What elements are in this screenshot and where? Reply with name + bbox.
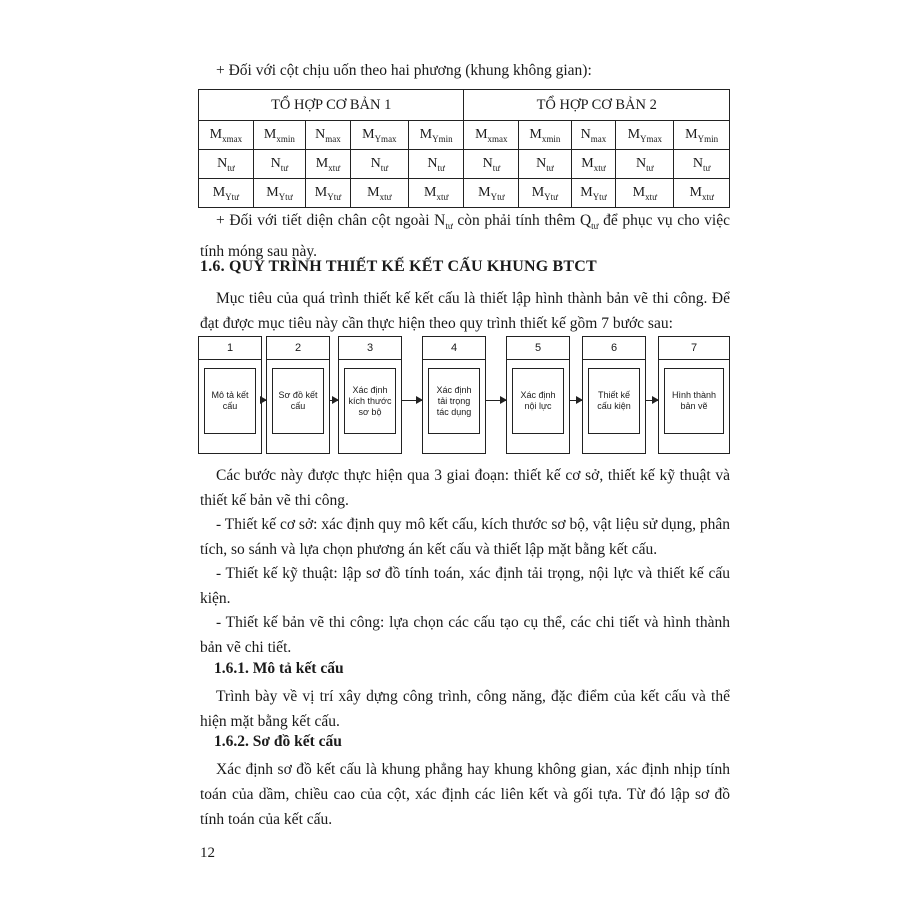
cell-symbol: M <box>529 126 542 142</box>
step-label: Xác định kích thước sơ bộ <box>344 368 396 434</box>
table-cell <box>571 121 616 150</box>
flow-step-4 <box>422 336 486 454</box>
cell-symbol: M <box>632 184 646 200</box>
table-row <box>199 121 730 150</box>
page-number: 12 <box>200 845 215 861</box>
cell-symbol: M <box>209 126 223 142</box>
cell-symbol: M <box>685 126 698 142</box>
table-cell <box>464 179 519 208</box>
table-cell <box>350 150 408 179</box>
cell-subscript: tư <box>380 162 389 173</box>
table-cell <box>199 179 254 208</box>
cell-subscript: Ytư <box>327 191 342 202</box>
step-number: 1 <box>199 337 261 360</box>
cell-subscript: xtư <box>645 191 657 202</box>
flow-step-5 <box>506 336 570 454</box>
cell-symbol: N <box>217 155 228 171</box>
cell-symbol: N <box>636 155 647 171</box>
step-label: Mô tả kết cấu <box>204 368 256 434</box>
cell-symbol: M <box>266 184 279 200</box>
table-cell <box>408 150 464 179</box>
table-cell <box>616 150 674 179</box>
cell-symbol: M <box>423 184 437 200</box>
cell-subscript: tư <box>703 162 711 173</box>
table-cell <box>674 150 730 179</box>
step-label: Xác định nội lực <box>512 368 564 434</box>
cell-subscript: tư <box>437 162 445 173</box>
group1-header: TỔ HỢP CƠ BẢN 1 <box>199 90 464 121</box>
cell-subscript: max <box>590 133 607 144</box>
flow-step-1 <box>198 336 262 454</box>
table-cell <box>306 121 351 150</box>
table-row <box>199 150 730 179</box>
step-number: 6 <box>583 337 645 360</box>
cell-symbol: N <box>482 155 493 171</box>
cell-subscript: xmax <box>487 133 508 144</box>
cell-symbol: N <box>270 155 281 171</box>
cell-symbol: N <box>427 155 438 171</box>
step-number: 3 <box>339 337 401 360</box>
cell-subscript: xmin <box>276 133 295 144</box>
cell-symbol: M <box>419 126 433 142</box>
cell-subscript: xtư <box>701 191 714 202</box>
cell-subscript: Ymin <box>432 133 453 144</box>
stage-1-text: - Thiết kế cơ sở: xác định quy mô kết cấu, kích thước sơ bộ, vật liệu sử dụng, phân tích, so sánh và lựa chọn phương án kết cấu và thiết lập mặt bằng kết cấu. <box>200 516 730 558</box>
step-number: 2 <box>267 337 329 360</box>
table-cell <box>519 121 571 150</box>
table-cell <box>519 150 571 179</box>
step-number: 7 <box>659 337 729 360</box>
flow-arrow-icon <box>329 400 338 401</box>
cell-symbol: N <box>315 126 326 142</box>
flow-arrow-icon <box>401 400 422 401</box>
cell-symbol: M <box>478 184 491 200</box>
cell-subscript: tư <box>227 162 235 173</box>
cell-subscript: xtư <box>379 191 392 202</box>
subsection-1-text: Trình bày về vị trí xây dựng công trình, công năng, đặc điểm của kết cấu và thể hiện mặt bằng kết cấu. <box>200 688 730 730</box>
cell-symbol: M <box>263 126 277 142</box>
combination-table <box>198 89 730 208</box>
table-cell <box>253 121 305 150</box>
table-cell <box>350 179 408 208</box>
cell-subscript: xmax <box>222 133 243 144</box>
table-cell <box>306 179 351 208</box>
cell-subscript: Ytư <box>490 191 505 202</box>
cell-symbol: N <box>692 155 704 171</box>
cell-subscript: xtư <box>436 191 449 202</box>
table-cell <box>616 121 674 150</box>
cell-subscript: Ytư <box>225 191 240 202</box>
table-cell <box>253 150 305 179</box>
flow-arrow-icon <box>485 400 506 401</box>
note-text-1: + Đối với tiết diện chân cột ngoài N <box>216 212 446 229</box>
cell-subscript: tư <box>646 162 654 173</box>
step-label: Hình thành bản vẽ <box>664 368 724 434</box>
note-text-2: còn phải tính thêm Q <box>452 212 592 229</box>
table-cell <box>674 121 730 150</box>
cell-subscript: tư <box>492 162 501 173</box>
table-cell <box>306 150 351 179</box>
intro-line: + Đối với cột chịu uốn theo hai phương (khung không gian): <box>216 62 592 79</box>
cell-subscript: Ytư <box>544 191 559 202</box>
note-sub-1: tư <box>445 221 453 232</box>
flow-step-2 <box>266 336 330 454</box>
cell-subscript: Ymax <box>374 133 397 144</box>
cell-symbol: N <box>370 155 381 171</box>
table-cell <box>519 179 571 208</box>
cell-symbol: M <box>212 184 226 200</box>
table-cell <box>571 150 616 179</box>
cell-symbol: M <box>362 126 375 142</box>
note-text-3: để phục vụ cho việc tính móng sau này. <box>200 212 730 261</box>
flow-step-3 <box>338 336 402 454</box>
cell-subscript: Ymax <box>640 133 663 144</box>
step-label: Sơ đồ kết cấu <box>272 368 324 434</box>
subsection-2-title: 1.6.2. Sơ đồ kết cấu <box>214 733 342 750</box>
cell-symbol: N <box>580 126 591 142</box>
table-cell <box>408 179 464 208</box>
flow-arrow-icon <box>645 400 658 401</box>
stages-intro: Các bước này được thực hiện qua 3 giai đoạn: thiết kế cơ sở, thiết kế kỹ thuật và thiết kế bản vẽ thi công. <box>200 467 730 509</box>
table-cell <box>464 121 519 150</box>
cell-symbol: M <box>314 184 328 200</box>
table-header-row <box>199 90 730 121</box>
cell-subscript: Ytư <box>592 191 607 202</box>
table-cell <box>464 150 519 179</box>
cell-subscript: max <box>325 133 341 144</box>
flow-arrow-icon <box>569 400 582 401</box>
cell-symbol: N <box>536 155 547 171</box>
stage-3-text: - Thiết kế bản vẽ thi công: lựa chọn các cấu tạo cụ thể, các chi tiết và hình thành bản vẽ chi tiết. <box>200 614 730 656</box>
subsection-1-title: 1.6.1. Mô tả kết cấu <box>214 660 344 677</box>
cell-subscript: Ytư <box>278 191 293 202</box>
process-flowchart <box>198 336 730 456</box>
table-cell <box>350 121 408 150</box>
cell-symbol: M <box>531 184 545 200</box>
step-number: 4 <box>423 337 485 360</box>
note-sub-2: tư <box>591 221 599 232</box>
table-cell <box>199 150 254 179</box>
section-title: 1.6. QUY TRÌNH THIẾT KẾ KẾT CẤU KHUNG BTCT <box>200 258 597 275</box>
cell-symbol: M <box>475 126 488 142</box>
table-cell <box>408 121 464 150</box>
cell-subscript: xtư <box>593 162 606 173</box>
step-label: Thiết kế cấu kiện <box>588 368 640 434</box>
subsection-2-text: Xác định sơ đồ kết cấu là khung phẳng hay khung không gian, xác định nhịp tính toán của dầm, chiều cao của cột, xác định các liên kết và gối tựa. Từ đó lập sơ đồ tính toán của kết cấu. <box>200 761 730 828</box>
cell-symbol: M <box>580 184 593 200</box>
note-paragraph <box>200 208 730 264</box>
cell-symbol: M <box>689 184 702 200</box>
group2-header: TỔ HỢP CƠ BẢN 2 <box>464 90 730 121</box>
stage-2-text: - Thiết kế kỹ thuật: lập sơ đồ tính toán, xác định tải trọng, nội lực và thiết kế cấu kiện. <box>200 565 730 607</box>
table-body <box>199 121 730 208</box>
cell-symbol: M <box>367 184 380 200</box>
table-cell <box>674 179 730 208</box>
table-row <box>199 179 730 208</box>
flow-step-7 <box>658 336 730 454</box>
table-cell <box>616 179 674 208</box>
section-intro: Mục tiêu của quá trình thiết kế kết cấu là thiết lập hình thành bản vẽ thi công. Để đạt được mục tiêu này cần thực hiện theo quy trình thiết kế gồm 7 bước sau: <box>200 290 730 332</box>
cell-subscript: tư <box>280 162 289 173</box>
cell-subscript: tư <box>546 162 554 173</box>
step-label: Xác định tải trọng tác dụng <box>428 368 480 434</box>
table-cell <box>253 179 305 208</box>
cell-symbol: M <box>315 155 329 171</box>
cell-subscript: xmin <box>541 133 561 144</box>
table-cell <box>199 121 254 150</box>
cell-symbol: M <box>581 155 594 171</box>
flow-step-6 <box>582 336 646 454</box>
cell-symbol: M <box>627 126 641 142</box>
table-cell <box>571 179 616 208</box>
cell-subscript: Ymin <box>697 133 719 144</box>
cell-subscript: xtư <box>328 162 341 173</box>
step-number: 5 <box>507 337 569 360</box>
